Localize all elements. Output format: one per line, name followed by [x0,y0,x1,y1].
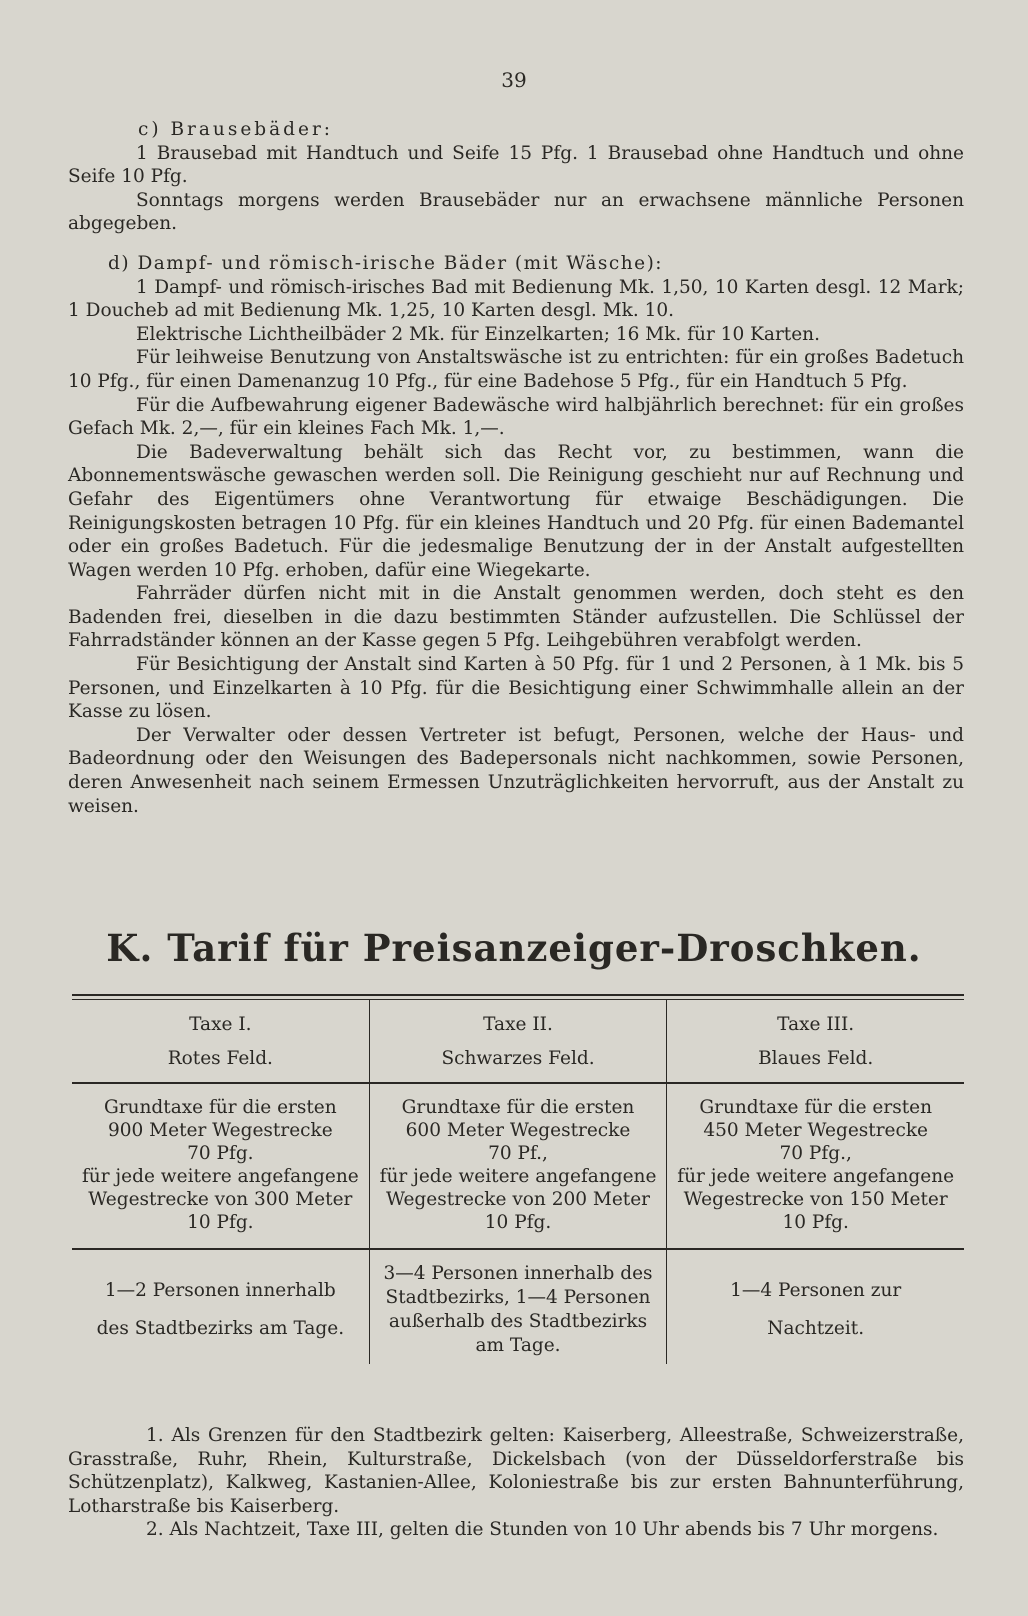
table-row [72,1250,964,1364]
table-row [72,1084,964,1248]
rate-line: Grundtaxe für die ersten [699,1097,933,1118]
field-label: Blaues Feld. [758,1048,874,1069]
rate-cell [72,1084,369,1248]
rate-line: 70 Pfg., [779,1143,852,1164]
paragraph: Elektrische Lichtheilbäder 2 Mk. für Einzelkarten; 16 Mk. für 10 Karten. [136,323,820,345]
table-header-row [72,1000,964,1082]
persons-line: 3—4 Personen innerhalb des [383,1263,653,1284]
body-text [68,118,964,818]
paragraph: 1 Brausebad mit Handtuch und Seife 15 Pfg. 1 Brausebad ohne Handtuch und ohne Seife 10 Pfg. [68,142,964,188]
persons-cell [369,1250,667,1364]
rate-line: für jede weitere angefangene [677,1166,955,1187]
rate-line: für jede weitere angefangene [81,1166,359,1187]
table-header-cell [369,1000,667,1082]
rate-line: Grundtaxe für die ersten [103,1097,337,1118]
field-label: Rotes Feld. [167,1048,273,1069]
rate-line: 600 Meter Wegestrecke [405,1120,631,1141]
persons-line: 1—2 Personen innerhalb [104,1280,336,1301]
rate-line: Wegestrecke von 300 Meter [88,1189,353,1210]
paragraph: Die Badeverwaltung behält sich das Recht vor, zu bestimmen, wann die Abonnementswäsche gewaschen werden soll. Die Reinigung geschieht nur auf Rechnung und Gefahr des Eigentümers ohne Verantwortung für etwaige Beschädigungen. Die Reinigungskosten betragen 10 Pfg. für ein kleines Handtuch und 20 Pfg. für einen Bademantel oder ein großes Badetuch. Für die jedesmalige Benutzung der in der Anstalt aufgestellten Wagen werden 10 Pfg. erhoben, dafür eine Wiegekarte. [68,441,964,581]
tariff-table [72,994,964,1364]
rate-line: 70 Pfg. [187,1143,254,1164]
persons-line: Nachtzeit. [767,1318,865,1339]
note: 2. Als Nachtzeit, Taxe III, gelten die Stunden von 10 Uhr abends bis 7 Uhr morgens. [146,1519,939,1541]
persons-line: des Stadtbezirks am Tage. [96,1318,345,1339]
rate-line: 70 Pf., [488,1143,548,1164]
taxe-label: Taxe II. [483,1014,553,1035]
persons-line: Stadtbezirks, 1—4 Personen [385,1287,651,1308]
taxe-label: Taxe III. [777,1014,855,1035]
persons-line: außerhalb des Stadtbezirks [388,1311,648,1332]
section-d-heading: d) Dampf- und römisch-irische Bäder (mit Wäsche): [108,252,664,274]
rate-line: Wegestrecke von 150 Meter [683,1189,948,1210]
paragraph: Für Besichtigung der Anstalt sind Karten à 50 Pfg. für 1 und 2 Personen, à 1 Mk. bis 5 Personen, und Einzelkarten à 10 Pfg. für die Besichtigung einer Schwimmhalle allein an der Kasse zu lösen. [68,654,964,723]
rate-cell [666,1084,964,1248]
rate-line: Wegestrecke von 200 Meter [385,1189,651,1210]
persons-line: 1—4 Personen zur [730,1280,902,1301]
rate-line: Grundtaxe für die ersten [401,1097,635,1118]
paragraph: Für leihweise Benutzung von Anstaltswäsche ist zu entrichten: für ein großes Badetuch 10 Pfg., für einen Damenanzug 10 Pfg., für eine Badehose 5 Pfg., für ein Handtuch 5 Pfg. [68,347,964,392]
field-label: Schwarzes Feld. [441,1048,595,1069]
tariff-title: K. Tarif für Preisanzeiger-Droschken. [106,926,922,970]
table-rule [72,994,964,996]
paragraph: Fahrräder dürfen nicht mit in die Anstalt genommen werden, doch steht es den Badenden frei, dieselben in die dazu bestimmten Ständer aufzustellen. Die Schlüssel der Fahrradständer können an der Kasse gegen 5 Pfg. Leihgebühren verabfolgt werden. [68,583,964,652]
notes [68,1424,964,1542]
rate-cell [369,1084,667,1248]
rate-line: 10 Pfg. [782,1212,849,1233]
rate-line: für jede weitere angefangene [379,1166,657,1187]
persons-cell [72,1250,369,1364]
section-c-heading: c) Brausebäder: [138,119,334,140]
paragraph: Für die Aufbewahrung eigener Badewäsche wird halbjährlich berechnet: für ein großes Gefach Mk. 2,—, für ein kleines Fach Mk. 1,—. [68,394,964,440]
persons-cell [666,1250,964,1364]
table-header-cell [72,1000,369,1082]
paragraph: Sonntags morgens werden Brausebäder nur an erwachsene männliche Personen abgegeben. [68,189,964,235]
page-number: 39 [501,68,527,92]
rate-line: 900 Meter Wegestrecke [107,1120,333,1141]
table-header-cell [666,1000,964,1082]
persons-line: am Tage. [475,1335,561,1356]
rate-line: 10 Pfg. [187,1212,254,1233]
taxe-label: Taxe I. [189,1014,252,1035]
note: 1. Als Grenzen für den Stadtbezirk gelten: Kaiserberg, Alleestraße, Schweizerstraße, Grasstraße, Ruhr, Rhein, Kulturstraße, Dickelsbach (von der Düsseldorferstraße bis Schützenplatz), Kalkweg, Kastanien-Allee, Koloniestraße bis zur ersten Bahnunterführung, Lotharstraße bis Kaiserberg. [68,1425,964,1517]
paragraph: Der Verwalter oder dessen Vertreter ist befugt, Personen, welche der Haus- und Badeordnung oder den Weisungen des Badepersonals nicht nachkommen, sowie Personen, deren Anwesenheit nach seinem Ermessen Unzuträglichkeiten hervorruft, aus der Anstalt zu weisen. [68,724,964,817]
paragraph: 1 Dampf- und römisch-irisches Bad mit Bedienung Mk. 1,50, 10 Karten desgl. 12 Mark; 1 Doucheb ad mit Bedienung Mk. 1,25, 10 Karten desgl. Mk. 10. [68,276,964,322]
rate-line: 10 Pfg. [484,1212,552,1233]
rate-line: 450 Meter Wegestrecke [703,1120,929,1141]
